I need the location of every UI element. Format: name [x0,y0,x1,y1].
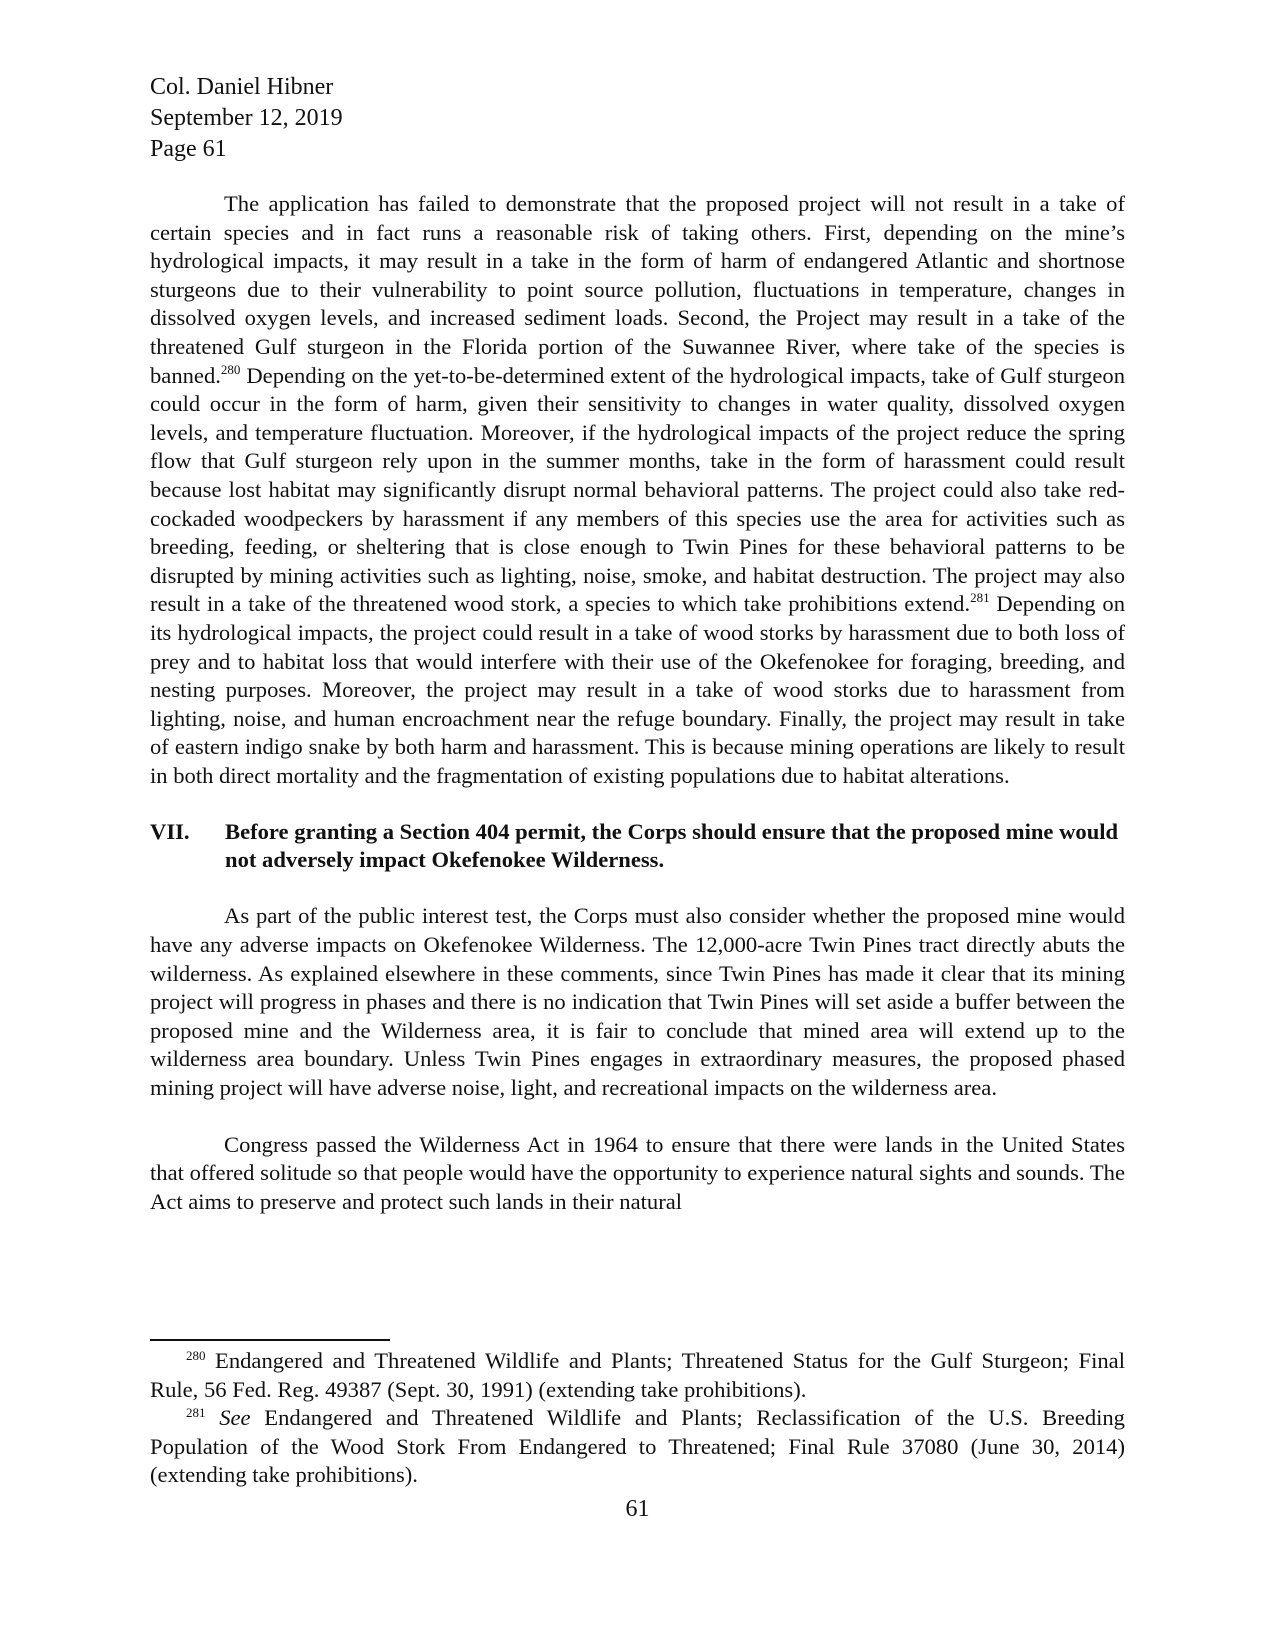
section-title: Before granting a Section 404 permit, the Corps should ensure that the proposed mine would not adversely impact Okefenokee Wilderness. [225,819,1119,873]
footnote-280: $^{280}$ Endangered and Threatened Wildlife and Plants; Threatened Status for the Gulf Sturgeon; Final Rule, 56 Fed. Reg. 49387 (Sept. 30, 1991) (extending take prohibitions). [150,1348,1125,1402]
footnote-ref-280[interactable]: 280 [220,361,241,377]
signal-see: See [219,1405,251,1431]
paragraph-public-interest: As part of the public interest test, the Corps must also consider whether the proposed mine would have any adverse impacts on Okefenokee Wilderness. The 12,000-acre Twin Pines tract directly abuts the wilderness. As explained elsewhere in these comments, since Twin Pines has made it clear that its mining project will progress in phases and there is no indication that Twin Pines will set aside a buffer between the proposed mine and the Wilderness area, it is fair to conclude that mined area will extend up to the wilderness area boundary. Unless Twin Pines engages in extraordinary measures, the proposed phased mining project will have adverse noise, light, and recreational impacts on the wilderness area. [150,903,1125,1101]
spacer [150,874,1125,902]
letter-date: September 12, 2019 [150,105,343,131]
page-number: 61 [625,1496,650,1522]
spacer [150,1103,1125,1131]
footnote-number: 280 [186,1348,206,1363]
letter-header [150,72,343,165]
footnote-number: 281 [186,1405,206,1421]
footnote-separator [150,1339,390,1341]
page-label: Page 61 [150,136,227,162]
footnote-ref-281[interactable]: 281 [970,590,990,606]
paragraph-endangered-species: The application has failed to demonstrate that the proposed project will not result in a take of certain species and in fact runs a reasonable risk of taking others. First, depending on the mine’s hydrological impacts, it may result in a take in the form of harm of endangered Atlantic and shortnose sturgeons due to their vulnerability to point source pollution, fluctuations in temperature, changes in dissolved oxygen levels, and increased sediment loads. Second, the Project may result in a take of the threatened Gulf sturgeon in the Florida portion of the Suwannee River, where take of the species is banned.$^{280}$ Depending on the yet-to-be-determined extent of the hydrological impacts, take of Gulf sturgeon could occur in the form of harm, given their sensitivity to changes in water quality, dissolved oxygen levels, and temperature fluctuation. Moreover, if the hydrological impacts of the project reduce the spring flow that Gulf sturgeon rely upon in the summer months, take in the form of harassment could result because lost habitat may significantly disrupt normal behavioral patterns. The project could also take red-cockaded woodpeckers by harassment if any members of this species use the area for activities such as breeding, feeding, or sheltering that is close enough to Twin Pines for these behavioral patterns to be disrupted by mining activities such as lighting, noise, smoke, and habitat destruction. The project may also result in a take of the threatened wood stork, a species to which take prohibitions extend.$^{281}$ Depending on its hydrological impacts, the project could result in a take of wood storks by harassment due to both loss of prey and to habitat loss that would interfere with their use of the Okefenokee for foraging, breeding, and nesting purposes. Moreover, the project may result in a take of wood storks due to harassment from lighting, noise, and human encroachment near the refuge boundary. Finally, the project may result in take of eastern indigo snake by both harm and harassment. This is because mining operations are likely to result in both direct mortality and the fragmentation of existing populations due to habitat alterations. [150,191,1125,788]
footnote-281: $^{281}$ See Endangered and Threatened Wildlife and Plants; Reclassification of the U.S. Breeding Population of the Wood Stork From Endangered to Threatened; Final Rule 37080 (June 30, 2014) (extending take prohibitions). [150,1405,1125,1488]
footnotes [150,1347,1125,1490]
section-number: VII. [150,819,190,845]
document-body [150,190,1125,1216]
paragraph-wilderness-act: Congress passed the Wilderness Act in 1964 to ensure that there were lands in the United States that offered solitude so that people would have the opportunity to experience natural sights and sounds. The Act aims to preserve and protect such lands in their natural [150,1131,1125,1214]
section-heading [150,818,1125,874]
spacer [150,790,1125,818]
recipient-name: Col. Daniel Hibner [150,74,334,100]
